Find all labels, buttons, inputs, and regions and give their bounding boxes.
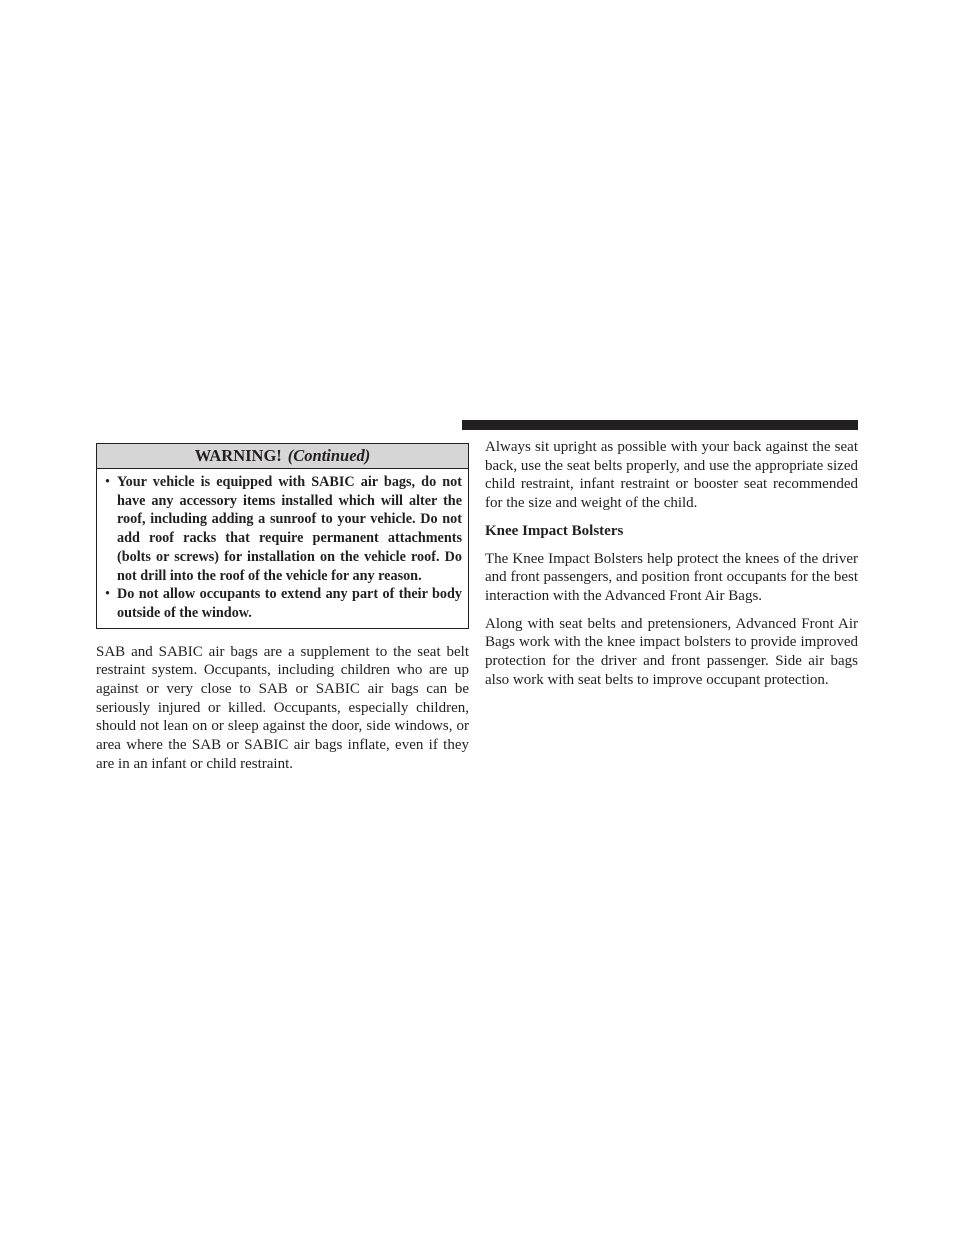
section-heading: Knee Impact Bolsters xyxy=(485,522,624,539)
warning-header xyxy=(97,444,468,469)
warning-item-text: Your vehicle is equipped with SABIC air bags, do not have any accessory items installed which will alter the roof, including adding a sunroof to your vehicle. Do not add roof racks that require permanent attachments (bolts or screws) for installation on the vehicle roof. Do not drill into the roof of the vehicle for any reason. xyxy=(117,474,462,584)
warning-title: WARNING! xyxy=(194,446,282,465)
bullet-icon: • xyxy=(105,586,110,603)
warning-list xyxy=(97,469,468,628)
section-rule xyxy=(462,420,858,430)
left-column xyxy=(96,443,469,774)
warning-item xyxy=(105,585,462,622)
warning-item xyxy=(105,473,462,585)
warning-item-text: Do not allow occupants to extend any part of their body outside of the window. xyxy=(117,586,462,621)
sabic-paragraph: SAB and SABIC air bags are a supplement to the seat belt restraint system. Occupants, including children who are up against or very close to SAB or SABIC air bags can be seriously injured or killed. Occupants, especially children, should not lean on or sleep against the door, side windows, or area where the SAB or SABIC air bags inflate, even if they are in an infant or child restraint. xyxy=(96,643,469,772)
right-column xyxy=(485,438,858,689)
warning-box xyxy=(96,443,469,629)
knee-bolsters-paragraph: The Knee Impact Bolsters help protect the knees of the driver and front passengers, and position front occupants for the best interaction with the Advanced Front Air Bags. xyxy=(485,550,858,604)
sit-upright-paragraph: Always sit upright as possible with your back against the seat back, use the seat belts properly, and use the appropriate sized child restraint, infant restraint or booster seat recommended for the size and weight of the child. xyxy=(485,439,858,512)
warning-continued: (Continued) xyxy=(287,446,371,465)
pretensioners-paragraph: Along with seat belts and pretensioners, Advanced Front Air Bags work with the knee impact bolsters to provide improved protection for the driver and front passenger. Side air bags also work with seat belts to improve occupant protection. xyxy=(485,615,858,688)
bullet-icon: • xyxy=(105,474,110,490)
